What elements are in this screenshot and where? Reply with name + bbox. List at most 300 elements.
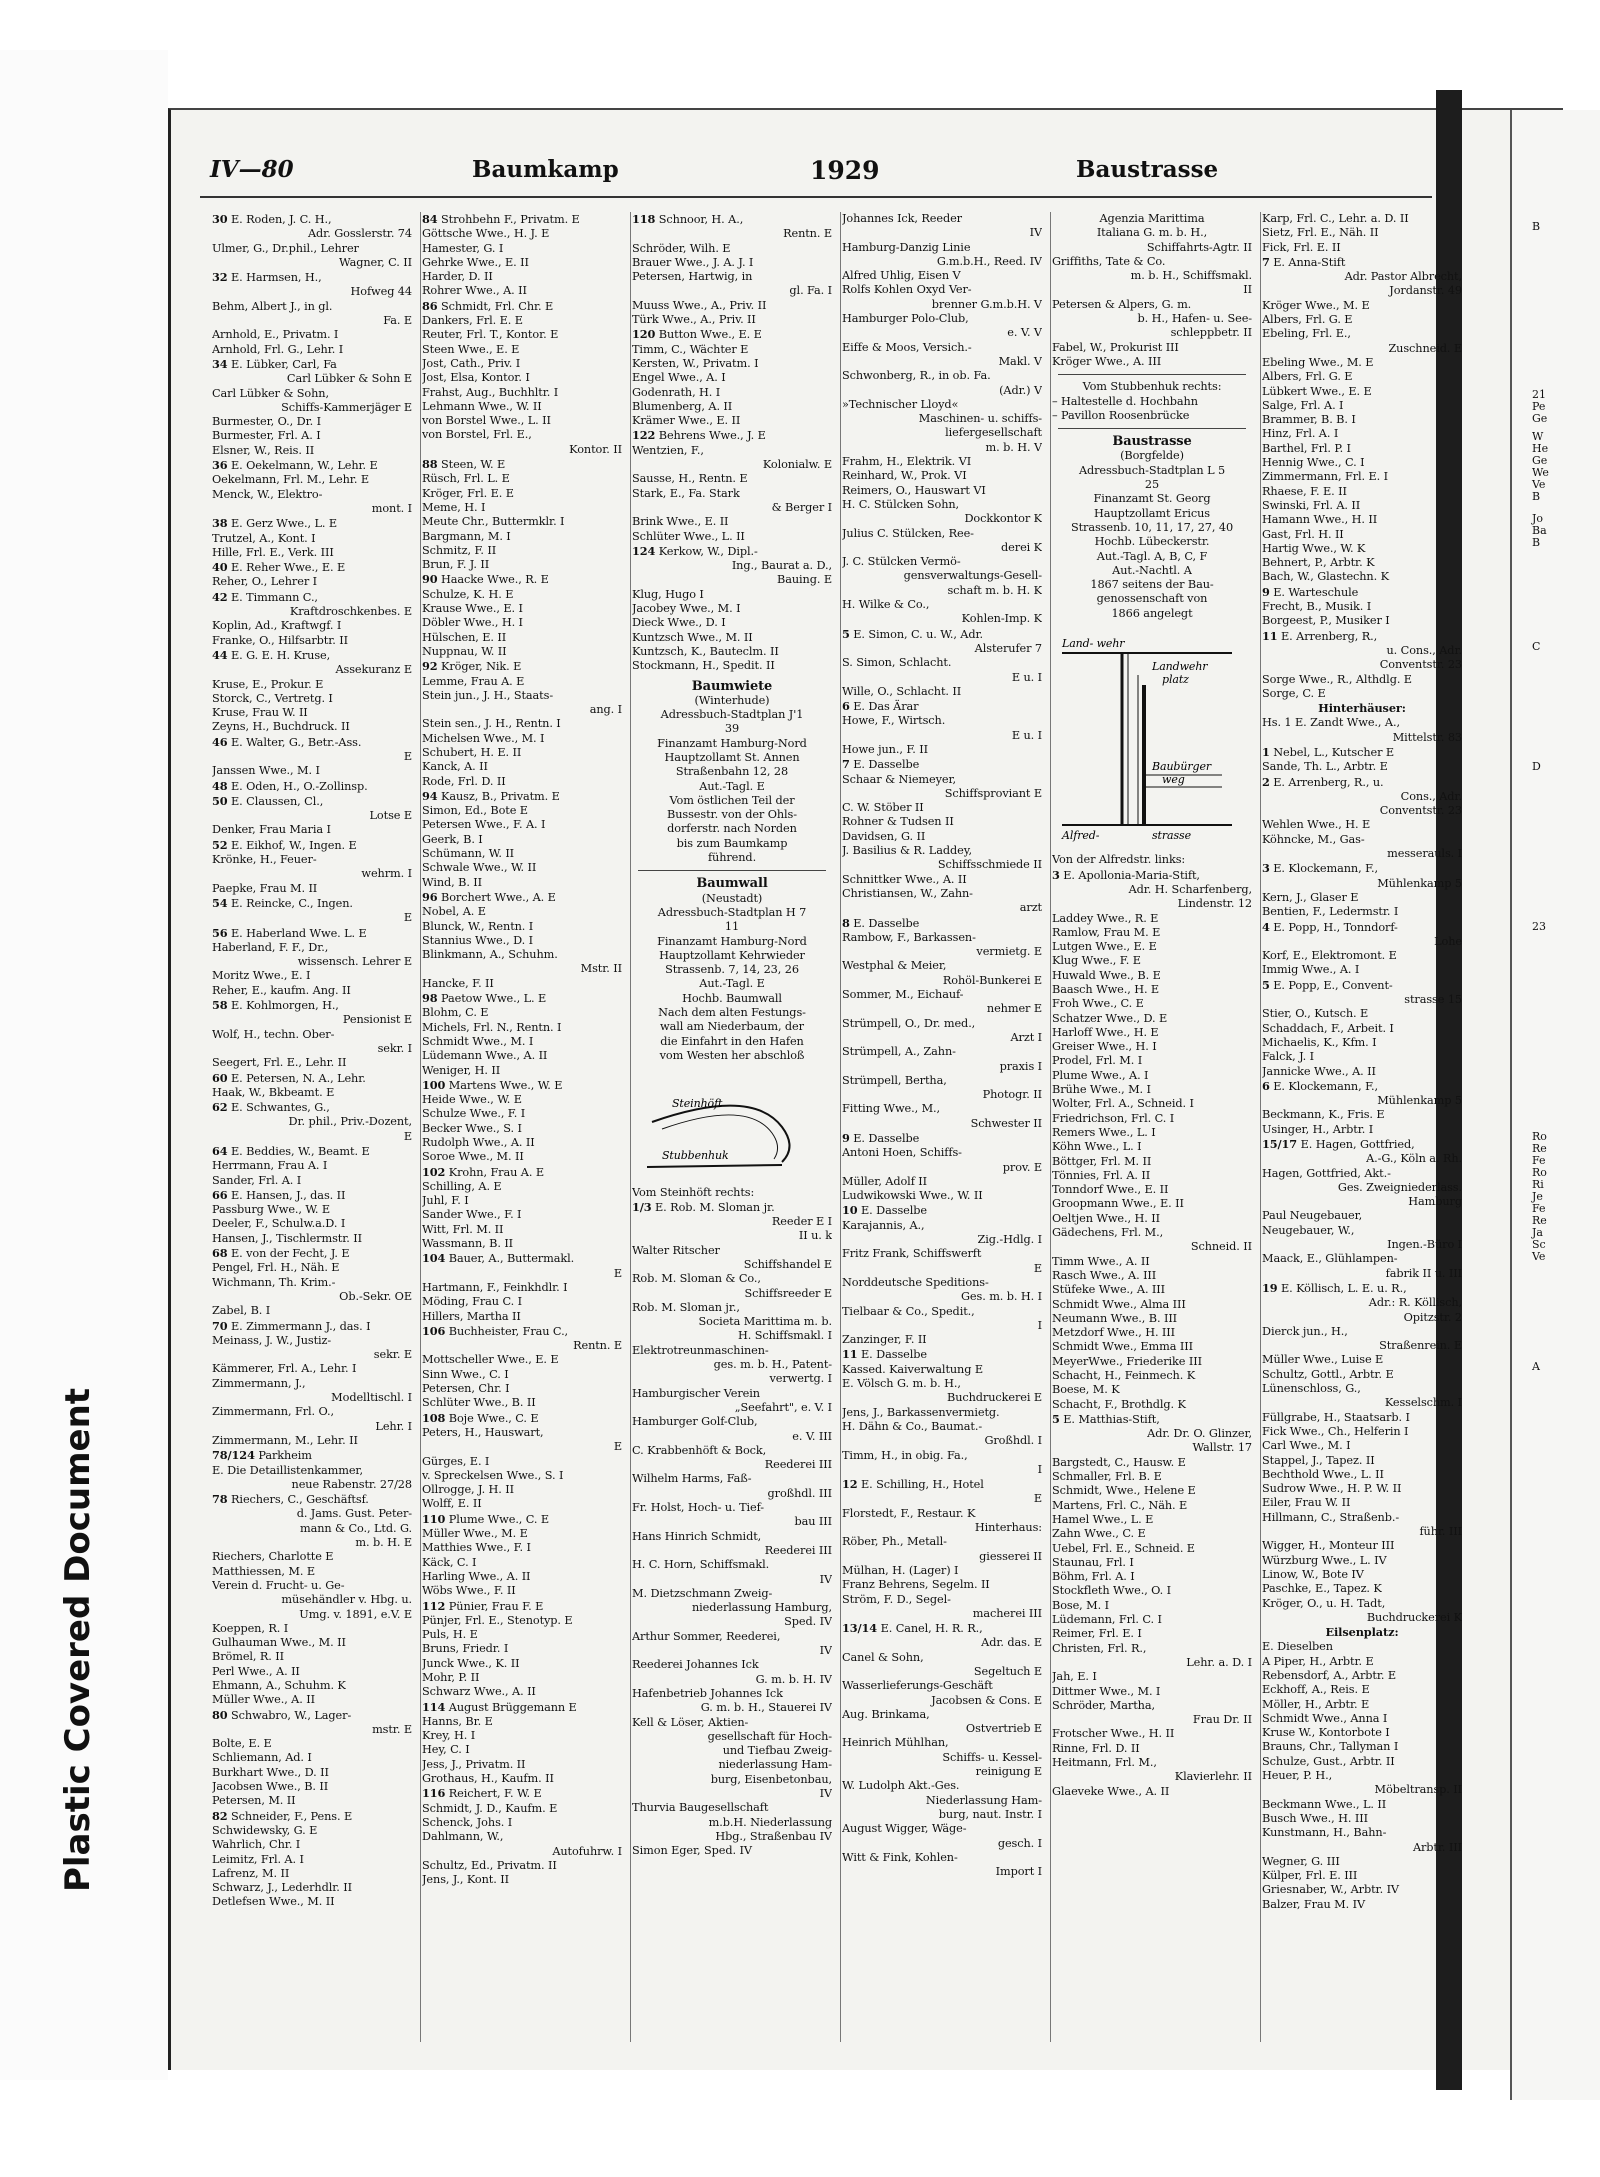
directory-entry: Hans Hinrich Schmidt,	[632, 1529, 762, 1543]
directory-entry: Martens, Frl. C., Näh. E	[1052, 1498, 1188, 1512]
directory-entry: Wolff, E. II	[422, 1497, 482, 1511]
directory-entry: 124 Kerkow, W., Dipl.-	[632, 543, 758, 558]
directory-entry: Gulhauman Wwe., M. II	[212, 1636, 346, 1650]
directory-entry: burg, naut. Instr. I	[938, 1807, 1042, 1821]
directory-entry: Hillers, Martha II	[422, 1309, 521, 1323]
directory-entry: Wassmann, B. II	[422, 1237, 514, 1251]
directory-entry: Schnittker Wwe., A. II	[842, 872, 967, 886]
directory-entry: Borgeest, P., Musiker I	[1262, 614, 1390, 628]
directory-entry: Schwarz, J., Lederhdlr. II	[212, 1881, 352, 1895]
header-rule	[200, 196, 1432, 198]
directory-entry: Frau Dr. II	[1192, 1713, 1252, 1727]
directory-entry: Fick Wwe., Ch., Helferin I	[1262, 1424, 1409, 1438]
street-section-info: Aut.-Nachtl. A	[1112, 563, 1192, 577]
directory-entry: Fritz Frank, Schiffswerft	[842, 1247, 982, 1261]
directory-entry: m. b. H. E	[355, 1536, 412, 1550]
directory-entry: M. Dietzschmann Zweig-	[632, 1586, 773, 1600]
directory-entry: Ehmann, A., Schuhm. K	[212, 1678, 346, 1692]
directory-entry: Ebeling Wwe., M. E	[1262, 355, 1374, 369]
directory-entry: Kolonialw. E	[762, 458, 832, 472]
house-number: 66	[212, 1187, 228, 1202]
directory-entry: Engel Wwe., A. I	[632, 371, 726, 385]
directory-entry: Jost, Cath., Priv. I	[422, 356, 521, 370]
directory-entry: (Adr.) V	[999, 383, 1042, 397]
directory-entry: Schiffsschmiede II	[937, 858, 1042, 872]
house-number: 44	[212, 647, 228, 662]
directory-entry: E	[403, 1129, 412, 1143]
directory-entry: Sorge, C. E	[1262, 686, 1326, 700]
street-section-info: (Neustadt)	[701, 891, 763, 905]
directory-entry: Schultz, Ed., Privatm. II	[422, 1858, 557, 1872]
column-divider	[1050, 212, 1051, 2042]
directory-entry: Rebensdorf, A., Arbtr. E	[1262, 1668, 1397, 1682]
next-page-fragment: Ve	[1532, 478, 1546, 491]
directory-entry: Carl Lübker & Sohn,	[212, 386, 329, 400]
directory-entry: großhdl. III	[767, 1486, 832, 1500]
directory-entry: Schiffahrts-Agtr. II	[1146, 240, 1252, 254]
directory-entry: Wichmann, Th. Krim.-	[212, 1275, 336, 1289]
directory-entry: Hamburger Golf-Club,	[632, 1415, 758, 1429]
directory-entry: E. Dieselben	[1262, 1640, 1333, 1654]
directory-entry: Leimitz, Frl. A. I	[212, 1852, 304, 1866]
street-section-info: Finanzamt St. Georg	[1093, 492, 1211, 506]
directory-entry: Pensionist E	[342, 1013, 412, 1027]
directory-entry: Reederei III	[764, 1543, 832, 1557]
directory-entry: Hbg., Straßenbau IV	[715, 1829, 832, 1843]
directory-entry: Juhl, F. I	[422, 1194, 469, 1208]
directory-entry: S. Simon, Schlacht.	[842, 656, 952, 670]
directory-entry: 5 E. Matthias-Stift,	[1052, 1411, 1160, 1426]
directory-entry: liefergesellschaft	[945, 426, 1042, 440]
directory-entry: Reuter, Frl. T., Kontor. E	[422, 328, 559, 342]
directory-entry: E	[403, 749, 412, 763]
directory-entry: Thurvia Baugesellschaft	[632, 1801, 769, 1815]
directory-entry: Hagen, Gottfried, Akt.-	[1262, 1166, 1391, 1180]
directory-entry: Mühlenkamp 5	[1377, 876, 1462, 890]
street-section-title: Baustrasse	[1112, 434, 1192, 450]
directory-entry: Burmester, O., Dr. I	[212, 415, 321, 429]
directory-entry: Gürges, E. I	[422, 1454, 490, 1468]
directory-entry: Sander Wwe., F. I	[422, 1208, 522, 1222]
street-section-info: Nach dem alten Festungs-	[658, 1006, 806, 1020]
directory-entry: mann & Co., Ltd. G.	[299, 1521, 412, 1535]
directory-entry: E u. I	[1011, 728, 1042, 742]
house-number: 120	[632, 327, 656, 342]
directory-entry: Lüdemann, Frl. C. I	[1052, 1613, 1162, 1627]
directory-entry: Simon, Ed., Bote E	[422, 804, 528, 818]
directory-entry: Rob. M. Sloman & Co.,	[632, 1272, 761, 1286]
street-section-info: Hochb. Baumwall	[682, 991, 782, 1005]
directory-entry: Bentien, F., Ledermstr. I	[1262, 905, 1399, 919]
street-section-info: Aut.-Tagl. A, B, C, F	[1096, 549, 1208, 563]
directory-entry: Ludwikowski Wwe., W. II	[842, 1189, 983, 1203]
house-number: 32	[212, 270, 228, 285]
house-number: 6	[1262, 1078, 1270, 1093]
directory-entry: Wagner, C. II	[339, 255, 412, 269]
directory-entry: Hülschen, E. II	[422, 630, 507, 644]
map-label-strasse: strasse	[1152, 829, 1191, 843]
directory-entry: 50 E. Claussen, Cl.,	[212, 793, 324, 808]
map-label-weg: weg	[1162, 773, 1185, 787]
directory-entry: gl. Fa. I	[789, 284, 832, 298]
directory-entry: Reimers, O., Hauswart VI	[842, 483, 986, 497]
directory-entry: Maschinen- u. schiffs-	[918, 412, 1042, 426]
directory-entry: Adr. das. E	[981, 1636, 1042, 1650]
directory-entry: Riechers, Charlotte E	[212, 1550, 334, 1564]
map-label-alfred: Alfred-	[1062, 829, 1100, 843]
directory-entry: Strümpell, O., Dr. med.,	[842, 1016, 976, 1030]
directory-entry: 7 E. Dasselbe	[842, 757, 920, 772]
directory-entry: Wöbs Wwe., F. II	[422, 1584, 516, 1598]
map-label-landwehr: Land- wehr	[1062, 637, 1125, 651]
column-2	[422, 212, 622, 2048]
directory-entry: Großhdl. I	[984, 1434, 1042, 1448]
directory-entry: Dahlmann, W.,	[422, 1830, 504, 1844]
directory-entry: von Borstel Wwe., L. II	[422, 414, 551, 428]
directory-entry: 1/3 E. Rob. M. Sloman jr.	[632, 1199, 775, 1214]
directory-entry: 60 E. Petersen, N. A., Lehr.	[212, 1070, 366, 1085]
house-number: 64	[212, 1144, 228, 1158]
directory-entry: Wigger, H., Monteur III	[1262, 1539, 1395, 1553]
directory-entry: Timm, C., Wächter E	[632, 342, 749, 356]
directory-entry: Wegner, G. III	[1262, 1854, 1340, 1868]
directory-entry: Immig Wwe., A. I	[1262, 963, 1360, 977]
directory-entry: Ebeling, Frl. E.,	[1262, 327, 1351, 341]
street-section-info: Finanzamt Hamburg-Nord	[657, 736, 807, 750]
directory-entry: Soroe Wwe., M. II	[422, 1150, 524, 1164]
directory-entry: Mittelstr. 83	[1392, 730, 1462, 744]
directory-entry: Möller, H., Arbtr. E	[1262, 1697, 1370, 1711]
directory-entry: 96 Borchert Wwe., A. E	[422, 889, 556, 904]
street-section-info: Strassenb. 10, 11, 17, 27, 40	[1070, 520, 1234, 534]
house-number: 56	[212, 925, 228, 940]
directory-entry: Seegert, Frl. E., Lehr. II	[212, 1056, 347, 1070]
directory-entry: Lünenschloss, G.,	[1262, 1382, 1361, 1396]
directory-entry: 120 Button Wwe., E. E	[632, 327, 762, 342]
directory-entry: H. C. Horn, Schiffsmakl.	[632, 1558, 770, 1572]
directory-entry: Klug Wwe., F. E	[1052, 954, 1141, 968]
directory-entry: Schmidt, J. D., Kaufm. E	[422, 1801, 558, 1815]
directory-entry: Jess, J., Privatm. II	[422, 1757, 526, 1771]
directory-entry: Alsterufer 7	[974, 641, 1042, 655]
directory-entry: Nobel, A. E	[422, 905, 486, 919]
directory-entry: Schacht, F., Brothdlg. K	[1052, 1397, 1186, 1411]
column-divider	[840, 212, 841, 2042]
directory-entry: Schmidt, Wwe., Helene E	[1052, 1484, 1196, 1498]
directory-entry: Schwale Wwe., W. II	[422, 861, 537, 875]
directory-entry: Lübkert Wwe., E. E	[1262, 384, 1372, 398]
directory-entry: – Haltestelle d. Hochbahn	[1052, 394, 1198, 408]
directory-entry: Rentn. E	[783, 227, 832, 241]
house-number: 112	[422, 1598, 446, 1613]
directory-entry: Hinterhaus:	[974, 1521, 1042, 1535]
directory-entry: Schaddach, F., Arbeit. I	[1262, 1021, 1394, 1035]
directory-entry: giesserei II	[979, 1549, 1042, 1563]
directory-entry: Ramlow, Frau M. E	[1052, 925, 1161, 939]
street-section	[1052, 435, 1252, 621]
directory-entry: Italiana G. m. b. H.,	[1096, 226, 1208, 240]
directory-entry: Döbler Wwe., H. I	[422, 616, 523, 630]
street-section-info: (Winterhude)	[694, 693, 770, 707]
house-number: 12	[842, 1477, 858, 1492]
directory-entry: Böhm, Frl. A. I	[1052, 1570, 1135, 1584]
directory-entry: I	[1037, 1318, 1042, 1332]
directory-entry: Jacobsen & Cons. E	[931, 1693, 1042, 1707]
directory-entry: 30 E. Roden, J. C. H.,	[212, 212, 332, 226]
directory-entry: Lehr. I	[375, 1419, 412, 1433]
house-number: 102	[422, 1164, 446, 1179]
directory-entry: Bolte, E. E	[212, 1737, 272, 1751]
next-page-fragment: Fe	[1532, 1202, 1546, 1215]
house-number: 106	[422, 1323, 446, 1338]
directory-entry: Arbtr. III	[1412, 1840, 1462, 1854]
directory-entry: Zimmermann, Frl. O.,	[212, 1405, 334, 1419]
directory-entry: 34 E. Lübker, Carl, Fa	[212, 356, 337, 371]
directory-entry: Alfred Uhlig, Eisen V	[842, 269, 961, 283]
directory-entry: Lafrenz, M. II	[212, 1866, 290, 1880]
house-number: 2	[1262, 774, 1270, 789]
directory-entry: Kersten, W., Privatm. I	[632, 356, 759, 370]
directory-entry: Krause Wwe., E. I	[422, 602, 523, 616]
directory-entry: Schröder, Wilh. E	[632, 241, 731, 255]
directory-entry: 9 E. Warteschule	[1262, 584, 1359, 599]
directory-entry: Fick, Frl. E. II	[1262, 240, 1341, 254]
directory-entry: Göttsche Wwe., H. J. E	[422, 227, 550, 241]
directory-entry: Hansen, J., Tischlermstr. II	[212, 1231, 362, 1245]
directory-entry: reinigung E	[975, 1765, 1042, 1779]
house-number: 86	[422, 298, 438, 313]
directory-entry: Brink Wwe., E. II	[632, 515, 729, 529]
directory-entry: Haberland, F. F., Dr.,	[212, 940, 329, 954]
house-number: 80	[212, 1707, 228, 1722]
directory-entry: 56 E. Haberland Wwe. L. E	[212, 925, 367, 940]
directory-entry: Schmidt Wwe., Emma III	[1052, 1340, 1193, 1354]
directory-entry: Hs. 1 E. Zandt Wwe., A.,	[1262, 716, 1400, 730]
directory-entry: mstr. E	[372, 1722, 412, 1736]
directory-entry: 68 E. von der Fecht, J. E	[212, 1246, 350, 1261]
house-number: 60	[212, 1070, 228, 1085]
directory-entry: Schacht, H., Feinmech. K	[1052, 1369, 1196, 1382]
directory-entry: Bose, M. I	[1052, 1598, 1109, 1612]
directory-entry: Kröger Wwe., A. III	[1052, 354, 1162, 368]
directory-entry: Rhaese, F. E. II	[1262, 484, 1347, 498]
directory-entry: – Pavillon Roosenbrücke	[1052, 408, 1190, 422]
directory-entry: niederlassung Ham-	[718, 1758, 832, 1772]
street-section-info: Bussestr. von der Ohls-	[667, 808, 797, 822]
street-section-title: Baumwiete	[691, 678, 773, 694]
directory-entry: Conventstr. 23	[1379, 804, 1462, 818]
directory-entry: E	[403, 911, 412, 925]
directory-entry: 12 E. Schilling, H., Hotel	[842, 1477, 984, 1492]
directory-entry: Simon Eger, Sped. IV	[632, 1844, 752, 1858]
next-page-fragment: Ge	[1532, 412, 1548, 425]
directory-entry: Hennig Wwe., C. I	[1262, 456, 1365, 470]
directory-entry: Käck, C. I	[422, 1555, 477, 1569]
directory-entry: Petersen & Alpers, G. m.	[1052, 297, 1192, 311]
directory-entry: 90 Haacke Wwe., R. E	[422, 572, 549, 587]
directory-entry: Petersen, Chr. I	[422, 1382, 510, 1396]
directory-entry: Frecht, B., Musik. I	[1262, 600, 1372, 614]
directory-entry: Geerk, B. I	[422, 832, 483, 846]
directory-entry: Petersen, M. II	[212, 1794, 296, 1808]
house-number: 1/3	[632, 1199, 652, 1214]
section-rule	[1058, 374, 1246, 375]
right-street-title: Baustrasse	[1076, 156, 1219, 183]
street-section-info: 1867 seitens der Bau-	[1090, 578, 1214, 592]
directory-entry: 92 Kröger, Nik. E	[422, 659, 522, 674]
directory-entry: Huwald Wwe., B. E	[1052, 968, 1161, 982]
street-section-info: vom Westen her abschloß	[659, 1048, 805, 1062]
directory-entry: E	[1033, 1492, 1042, 1506]
directory-entry: Stockfleth Wwe., O. I	[1052, 1584, 1172, 1598]
directory-entry: 7 E. Anna-Stift	[1262, 254, 1346, 269]
directory-entry: Petersen Wwe., F. A. I	[422, 818, 546, 832]
directory-entry: Brühe Wwe., M. I	[1052, 1083, 1151, 1097]
directory-entry: 86 Schmidt, Frl. Chr. E	[422, 298, 554, 313]
column-6	[1262, 212, 1462, 2048]
directory-entry: H. C. Stülcken Sohn,	[842, 497, 960, 511]
directory-entry: Witt, Frl. M. II	[422, 1222, 504, 1236]
directory-year: 1929	[810, 156, 880, 185]
directory-entry: Meme, H. I	[422, 500, 486, 514]
directory-entry: Sande, Th. L., Arbtr. E	[1262, 760, 1388, 774]
directory-entry: Burkhart Wwe., D. II	[212, 1765, 329, 1779]
column-divider	[420, 212, 421, 2042]
directory-entry: Möbeltransp. II	[1374, 1783, 1462, 1797]
directory-entry: burg, Eisenbetonbau,	[710, 1772, 832, 1786]
directory-entry: Griffiths, Tate & Co.	[1052, 254, 1166, 268]
directory-entry: Schliemann, Ad. I	[212, 1751, 312, 1765]
directory-entry: Burmester, Frl. A. I	[212, 429, 321, 443]
directory-entry: IV	[819, 1572, 832, 1586]
house-number: 98	[422, 991, 438, 1006]
directory-entry: Klug, Hugo I	[632, 587, 704, 601]
directory-entry: 84 Strohbehn F., Privatm. E	[422, 212, 580, 226]
directory-entry: Zimmermann, Frl. E. I	[1262, 470, 1388, 484]
directory-entry: Schubert, H. E. II	[422, 745, 522, 759]
directory-entry: Zuschneid. E	[1388, 341, 1462, 355]
directory-entry: 15/17 E. Hagen, Gottfried,	[1262, 1137, 1415, 1151]
directory-entry: Gädechens, Frl. M.,	[1052, 1226, 1164, 1240]
directory-entry: Jannicke Wwe., A. II	[1262, 1064, 1376, 1078]
directory-entry: Paepke, Frau M. II	[212, 881, 318, 895]
directory-entry: Uebel, Frl. E., Schneid. E	[1052, 1541, 1195, 1555]
directory-entry: ang. I	[589, 703, 622, 717]
directory-entry: Dierck jun., H.,	[1262, 1324, 1348, 1338]
directory-entry: Grothaus, H., Kaufm. II	[422, 1772, 554, 1786]
next-page-fragment: D	[1532, 760, 1541, 773]
directory-entry: Sudrow Wwe., H. P. W. II	[1262, 1482, 1402, 1496]
directory-entry: u. Cons., Adr.	[1386, 643, 1462, 657]
next-page-fragment: Ge	[1532, 454, 1548, 467]
directory-entry: Schmidt Wwe., Alma III	[1052, 1297, 1186, 1311]
directory-entry: Würzburg Wwe., L. IV	[1262, 1553, 1387, 1567]
directory-entry: Adr. Pastor Albrecht,	[1344, 270, 1462, 284]
directory-entry: Behm, Albert J., in gl.	[212, 299, 333, 313]
directory-entry: 44 E. G. E. H. Kruse,	[212, 647, 331, 662]
directory-entry: sekr. I	[377, 1041, 412, 1055]
directory-entry: Jens, J., Kont. II	[422, 1873, 509, 1887]
street-section-info: führend.	[707, 851, 757, 865]
directory-entry: Mstr. II	[580, 962, 622, 976]
directory-entry: 80 Schwabro, W., Lager-	[212, 1707, 352, 1722]
directory-entry: 64 E. Beddies, W., Beamt. E	[212, 1144, 370, 1158]
directory-entry: Deeler, F., Schulw.a.D. I	[212, 1217, 346, 1231]
directory-entry: Elektrotreunmaschinen-	[632, 1343, 769, 1357]
directory-entry: strasse 15	[1404, 993, 1462, 1007]
house-number: 118	[632, 212, 656, 226]
directory-entry: Lüdemann Wwe., A. II	[422, 1049, 548, 1063]
directory-entry: Kröger, Frl. E. E	[422, 486, 514, 500]
directory-entry: Canel & Sohn,	[842, 1650, 924, 1664]
directory-entry: Ollrogge, J. H. II	[422, 1483, 515, 1497]
directory-entry: Hey, C. I	[422, 1743, 470, 1757]
directory-entry: Kontor. II	[569, 442, 622, 456]
directory-entry: 3 E. Apollonia-Maria-Stift,	[1052, 867, 1200, 882]
house-number: 84	[422, 212, 438, 226]
directory-entry: Hafenbetrieb Johannes Ick	[632, 1686, 783, 1700]
directory-entry: Buchdruckerei K	[1366, 1610, 1462, 1624]
directory-entry: brenner G.m.b.H. V	[931, 297, 1042, 311]
directory-entry: Becker Wwe., S. I	[422, 1121, 522, 1135]
house-number: 4	[1262, 919, 1270, 934]
directory-entry: m.b.H. Niederlassung	[708, 1815, 832, 1829]
directory-entry: 118 Schnoor, H. A.,	[632, 212, 744, 226]
directory-entry: sekr. E	[373, 1348, 412, 1362]
directory-entry: Lehr. a. D. I	[1186, 1655, 1252, 1669]
directory-entry: Hamel Wwe., L. E	[1052, 1512, 1154, 1526]
directory-entry: Sausse, H., Rentn. E	[632, 472, 748, 486]
house-number: 42	[212, 589, 228, 604]
house-number: 11	[842, 1347, 858, 1362]
street-section-info: Adressbuch-Stadtplan L 5	[1078, 463, 1226, 477]
directory-entry: von Borstel, Frl. E.,	[422, 428, 532, 442]
street-section-info: Vom östlichen Teil der	[669, 793, 795, 807]
directory-entry: Trutzel, A., Kont. I	[212, 531, 316, 545]
directory-entry: 70 E. Zimmermann J., das. I	[212, 1318, 371, 1333]
directory-entry: 62 E. Schwantes, G.,	[212, 1100, 330, 1115]
directory-entry: Dittmer Wwe., M. I	[1052, 1684, 1161, 1698]
directory-entry: Krämer Wwe., E. II	[632, 414, 741, 428]
directory-entry: Barthel, Frl. P. I	[1262, 441, 1351, 455]
directory-entry: Albers, Frl. G. E	[1262, 370, 1353, 384]
directory-entry: Brammer, B. B. I	[1262, 413, 1356, 427]
directory-entry: Lotse E	[369, 809, 412, 823]
street-section-info: Finanzamt Hamburg-Nord	[657, 934, 807, 948]
directory-entry: Zimmermann, J.,	[212, 1376, 306, 1390]
directory-entry: Griesnaber, W., Arbtr. IV	[1262, 1883, 1399, 1897]
directory-entry: Hillmann, C., Straßenb.-	[1262, 1510, 1400, 1524]
directory-entry: führ. III	[1419, 1525, 1462, 1539]
next-page-fragment: Ba	[1532, 524, 1547, 537]
directory-entry: Adr. H. Scharfenberg,	[1128, 882, 1252, 896]
house-number: 8	[842, 915, 850, 930]
house-number: 1	[1262, 744, 1270, 759]
directory-entry: Walter Ritscher	[632, 1243, 720, 1257]
directory-entry: Weniger, H. II	[422, 1063, 501, 1077]
directory-entry: Schulze, K. H. E	[422, 587, 514, 601]
street-section-info: bis zum Baumkamp	[676, 836, 788, 850]
directory-entry: e. V. V	[1007, 326, 1042, 340]
directory-entry: Schlüter Wwe., L. II	[632, 529, 745, 543]
next-page-fragment: A	[1532, 1360, 1540, 1373]
column-3	[632, 212, 832, 2048]
directory-entry: MeyerWwe., Friederike III	[1052, 1354, 1202, 1368]
directory-entry: Rohrer Wwe., A. II	[422, 284, 527, 298]
directory-entry: Schümann, W. II	[422, 847, 515, 861]
directory-entry: Arnhold, Frl. G., Lehr. I	[212, 342, 344, 356]
directory-entry: Bauing. E	[777, 573, 832, 587]
